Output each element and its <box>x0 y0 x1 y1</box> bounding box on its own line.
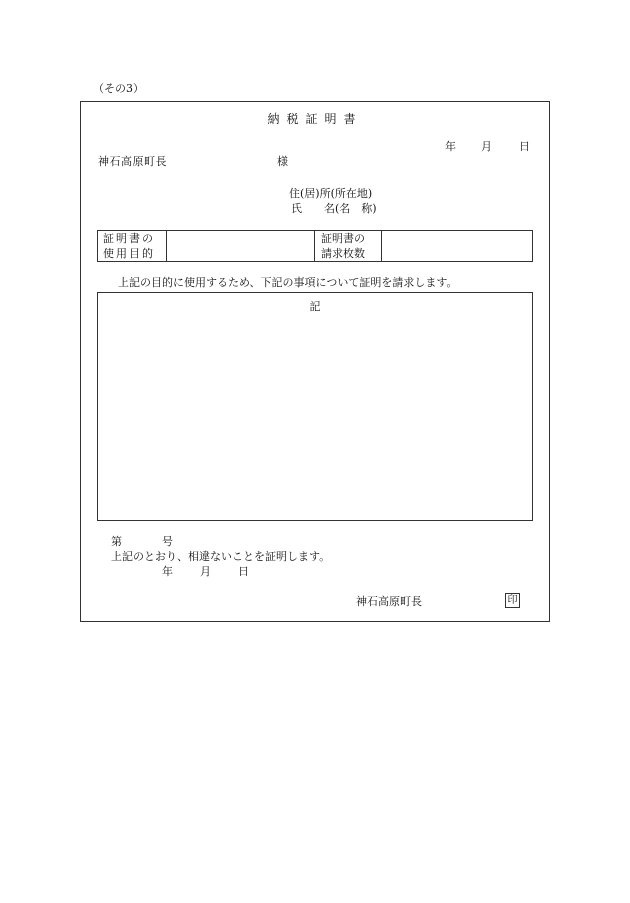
purpose-field[interactable] <box>168 239 313 253</box>
issuer: 神石高原町長 <box>356 595 422 608</box>
table-divider <box>166 231 167 261</box>
addressee: 神石高原町長 <box>98 155 167 168</box>
seal-stamp: 印 <box>505 593 520 608</box>
applicant-address-label: 住(居)所(所在地) <box>289 187 373 200</box>
honorific: 様 <box>277 155 288 168</box>
request-date-year[interactable]: 年 <box>445 140 456 153</box>
request-date-month[interactable]: 月 <box>481 140 492 153</box>
certificate-number-suffix: 号 <box>162 535 173 548</box>
table-divider <box>381 231 382 261</box>
document-title: 納税証明書 <box>267 112 363 126</box>
certify-statement: 上記のとおり、相違ないことを証明します。 <box>111 550 331 563</box>
purpose-label: 証明書の <box>103 232 155 245</box>
purpose-label: 使用目的 <box>103 247 155 260</box>
count-field[interactable] <box>383 239 528 253</box>
detail-heading: 記 <box>309 300 321 313</box>
certification-date-day: 日 <box>238 565 249 578</box>
form-caption: （その3） <box>93 82 144 95</box>
certification-date-month: 月 <box>200 565 211 578</box>
detail-box[interactable] <box>97 292 533 521</box>
request-statement: 上記の目的に使用するため、下記の事項について証明を請求します。 <box>118 276 458 289</box>
certificate-number-prefix: 第 <box>111 535 122 548</box>
count-label: 証明書の <box>321 232 365 245</box>
applicant-name-label: 氏 名(名 称) <box>291 202 377 215</box>
request-date-day[interactable]: 日 <box>519 140 530 153</box>
certification-date-year: 年 <box>162 565 173 578</box>
table-divider <box>314 231 315 261</box>
count-label: 請求枚数 <box>321 247 365 260</box>
